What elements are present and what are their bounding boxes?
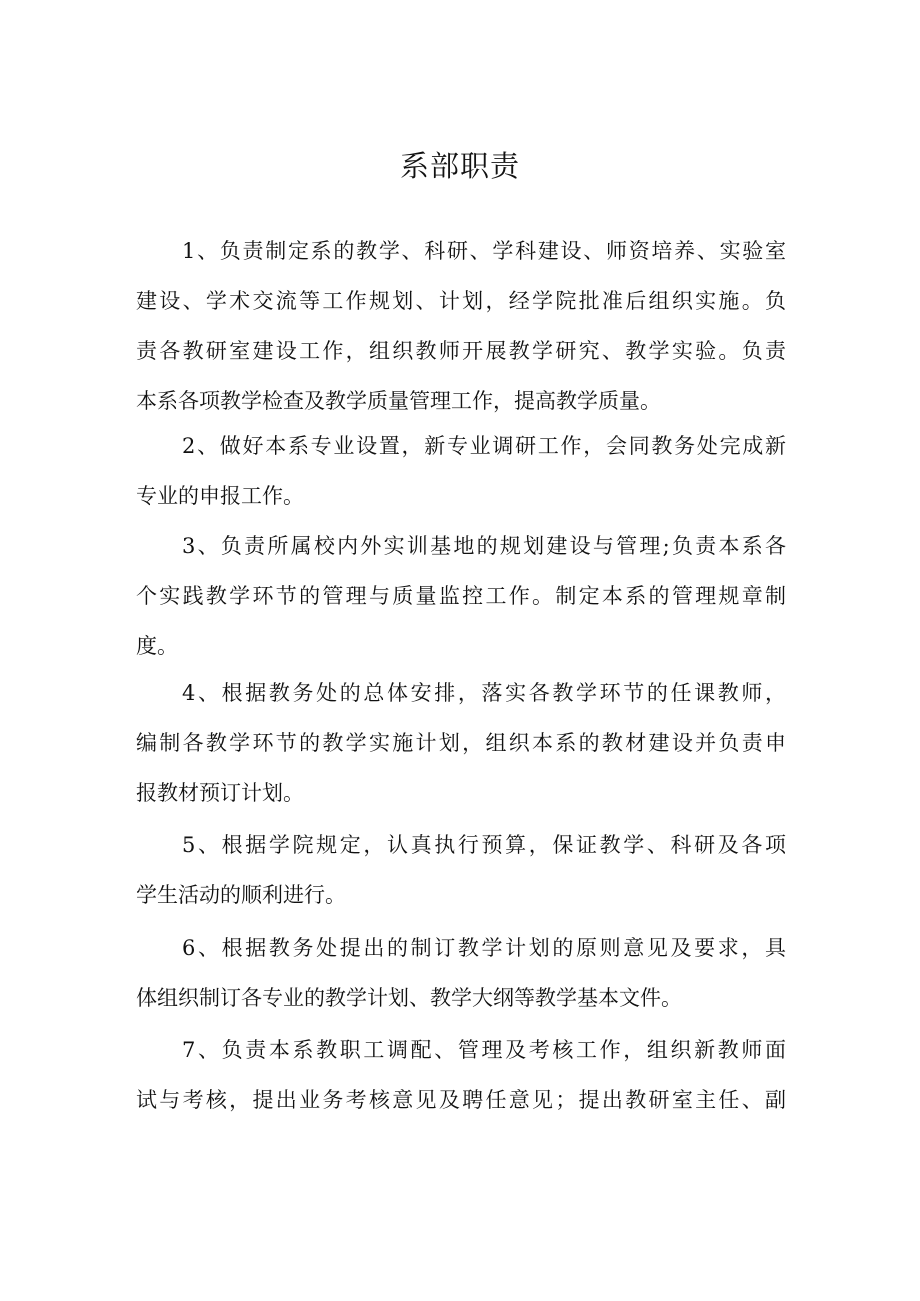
text-line: 5、根据学院规定，认真执行预算，保证教学、科研及各项 [182,833,786,857]
text-line: 7、负责本系教职工调配、管理及考核工作，组织新教师面 [182,1038,786,1062]
text-line: 责各教研室建设工作，组织教师开展教学研究、教学实验。负责 [136,339,786,363]
duty-item-6 [136,923,786,1023]
text-line: 专业的申报工作。 [136,484,304,508]
text-line: 本系各项教学检查及教学质量管理工作，提高教学质量。 [136,389,661,413]
text-line: 度。 [136,634,178,658]
duty-item-7 [136,1025,786,1125]
text-line: 报教材预订计划。 [136,781,304,805]
text-line: 编制各教学环节的教学实施计划，组织本系的教材建设并负责申 [136,731,786,755]
text-line: 6、根据教务处提出的制订教学计划的原则意见及要求，具 [182,936,786,960]
text-line: 4、根据教务处的总体安排，落实各教学环节的任课教师， [182,681,786,705]
text-line: 个实践教学环节的管理与质量监控工作。制定本系的管理规章制 [136,584,786,608]
text-line: 学生活动的顺利进行。 [136,883,346,907]
duty-item-1 [136,226,786,426]
duty-item-5 [136,820,786,920]
duty-item-3 [136,521,786,671]
duty-item-2 [136,421,786,521]
text-line: 建设、学术交流等工作规划、计划，经学院批准后组织实施。负 [136,289,786,313]
page-title: 系部职责 [399,149,520,183]
duty-item-4 [136,668,786,818]
text-line: 试与考核，提出业务考核意见及聘任意见；提出教研室主任、副 [136,1088,786,1112]
text-line: 1、负责制定系的教学、科研、学科建设、师资培养、实验室 [182,239,786,263]
text-line: 2、做好本系专业设置，新专业调研工作，会同教务处完成新 [182,434,786,458]
text-line: 体组织制订各专业的教学计划、教学大纲等教学基本文件。 [136,986,682,1010]
text-line: 3、负责所属校内外实训基地的规划建设与管理;负责本系各 [182,534,786,558]
